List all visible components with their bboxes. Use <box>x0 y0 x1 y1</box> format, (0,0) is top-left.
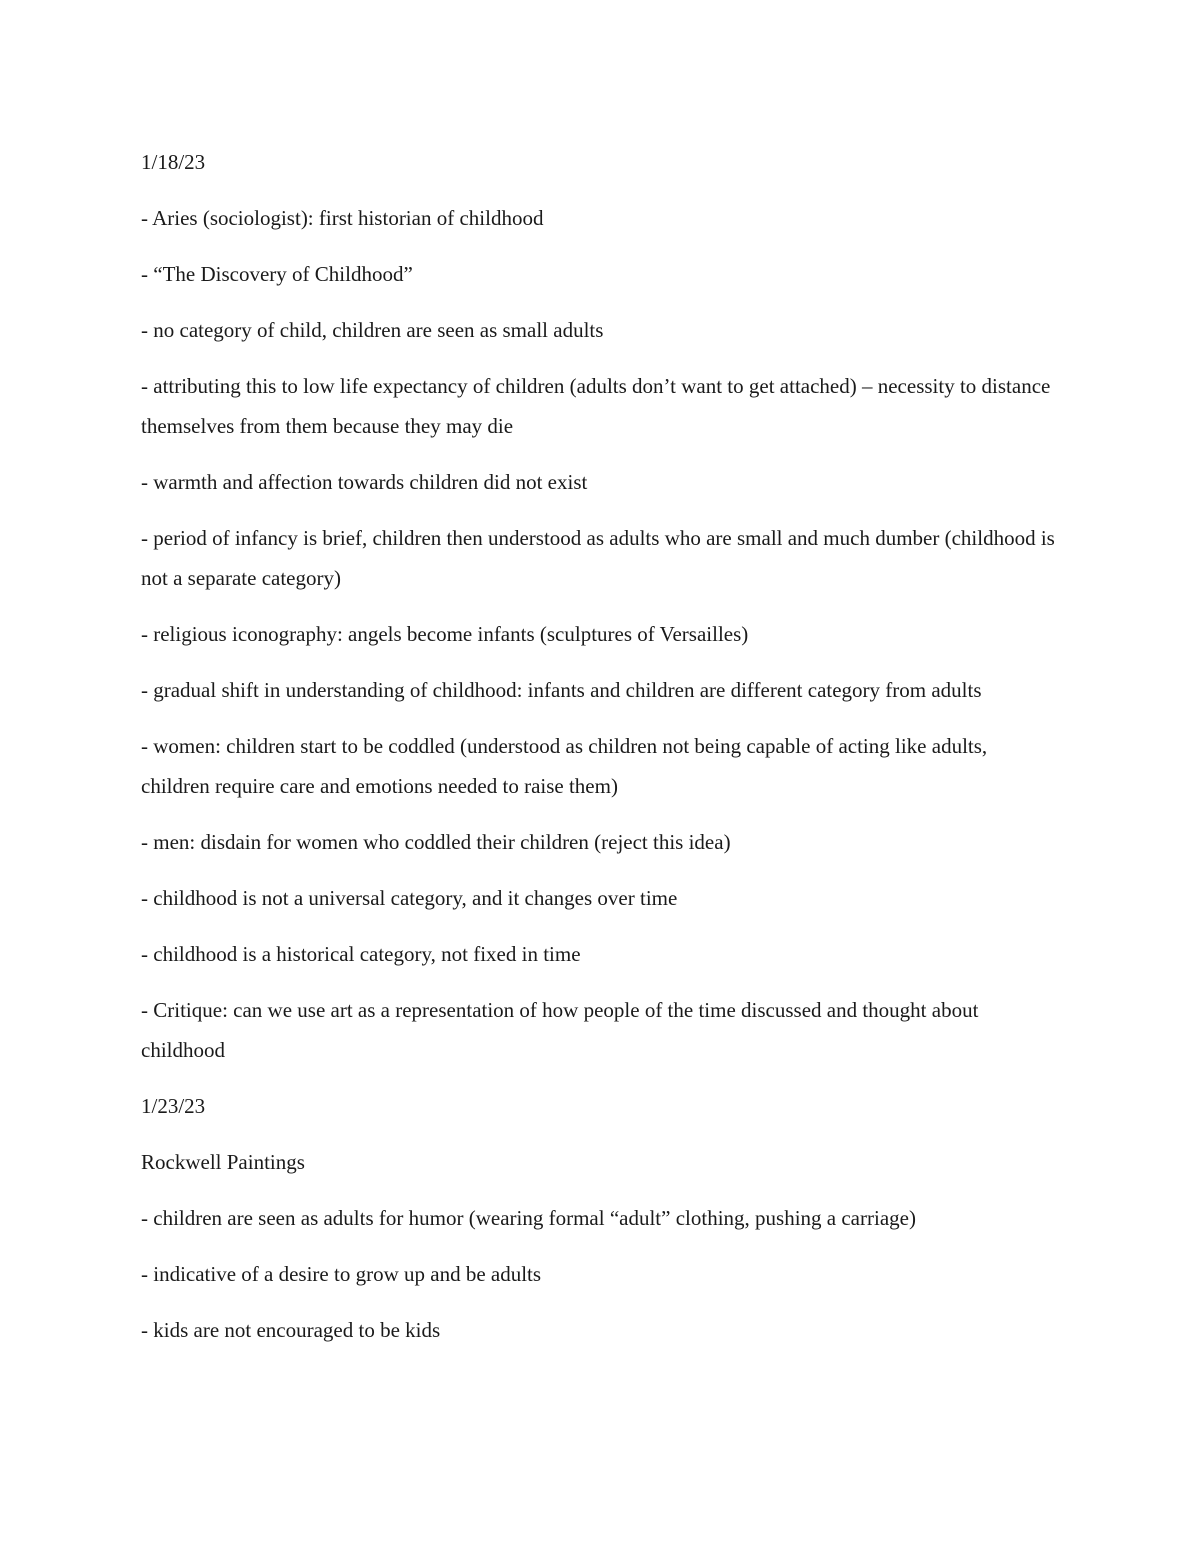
note-line: - no category of child, children are seen as small adults <box>141 318 604 342</box>
note-line: - gradual shift in understanding of childhood: infants and children are different category from adults <box>141 678 982 702</box>
note-line: - kids are not encouraged to be kids <box>141 1318 441 1342</box>
note-line: - attributing this to low life expectancy of children (adults don’t want to get attached) – necessity to distance themselves from them because they may die <box>141 374 1051 438</box>
date-heading: 1/18/23 <box>141 150 206 174</box>
document-body <box>141 142 1061 1366</box>
note-line: - Aries (sociologist): first historian of childhood <box>141 206 544 230</box>
note-line: - warmth and affection towards children did not exist <box>141 470 588 494</box>
section-heading: Rockwell Paintings <box>141 1150 305 1174</box>
note-line: - indicative of a desire to grow up and be adults <box>141 1262 542 1286</box>
date-heading: 1/23/23 <box>141 1094 206 1118</box>
note-line: - children are seen as adults for humor (wearing formal “adult” clothing, pushing a carriage) <box>141 1206 916 1230</box>
note-line: - religious iconography: angels become infants (sculptures of Versailles) <box>141 622 749 646</box>
note-line: - “The Discovery of Childhood” <box>141 262 413 286</box>
note-line: - childhood is a historical category, not fixed in time <box>141 942 581 966</box>
note-line: - Critique: can we use art as a representation of how people of the time discussed and thought about childhood <box>141 998 979 1062</box>
note-line: - period of infancy is brief, children then understood as adults who are small and much dumber (childhood is not a separate category) <box>141 526 1055 590</box>
note-line: - men: disdain for women who coddled their children (reject this idea) <box>141 830 731 854</box>
note-line: - childhood is not a universal category, and it changes over time <box>141 886 678 910</box>
note-line: - women: children start to be coddled (understood as children not being capable of acting like adults, children require care and emotions needed to raise them) <box>141 734 988 798</box>
